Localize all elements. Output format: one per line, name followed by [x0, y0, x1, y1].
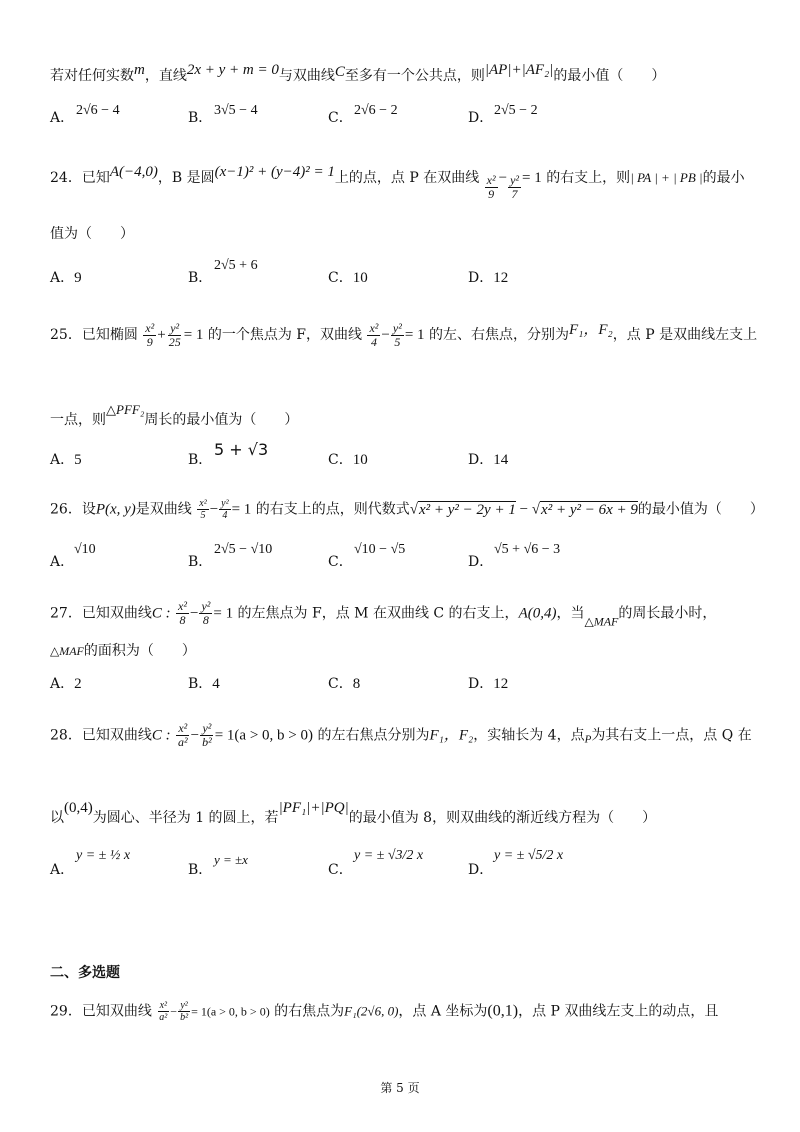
- q23-option-d-value: 2√5 − 2: [494, 103, 538, 118]
- q25-option-a[interactable]: A．5: [50, 452, 82, 468]
- q28-stem: 28．已知双曲线C : $\frac{\text{x²}}{\text{a²}}$ − $\frac{\text{y²}}{\text{b²}}$ = 1(a > 0, b > 0) 的左右焦点分别为F₁，F₂，实轴长为 4，点$_P$为其右支上一点，点 Q 在: [50, 721, 752, 749]
- q24-option-d[interactable]: D．12: [468, 270, 509, 286]
- q27-option-a[interactable]: A．2: [50, 676, 82, 692]
- q26-option-b[interactable]: B．: [188, 554, 213, 570]
- q26-option-d-value: √5 + √6 − 3: [494, 542, 561, 557]
- q28-option-d-value: y = ± √5/2 x: [494, 848, 564, 863]
- q26-option-c-value: √10 − √5: [354, 542, 406, 557]
- q24-option-c[interactable]: C．10: [328, 270, 368, 286]
- q28-option-c[interactable]: C．: [328, 862, 353, 878]
- page-number: 第 5 页: [380, 1081, 420, 1095]
- q27-option-c[interactable]: C．8: [328, 676, 361, 692]
- q26-option-b-value: 2√5 − √10: [214, 542, 273, 557]
- q23-option-c-value: 2√6 − 2: [354, 103, 398, 118]
- q24-option-b[interactable]: B．: [188, 270, 213, 286]
- q23-option-c[interactable]: C．: [328, 110, 353, 126]
- q27-stem: 27．已知双曲线C : $\frac{\text{x²}}{8}$ − $\frac{\text{y²}}{8}$ = 1 的左焦点为 F，点 M 在双曲线 C 的右支上，A(0,4)，当△MAF的周长最小时，: [50, 599, 717, 629]
- q26-option-d[interactable]: D．: [468, 554, 494, 570]
- q25-option-b[interactable]: B．: [188, 452, 213, 468]
- section-title: 二、多选题: [50, 965, 120, 981]
- q28-stem-cont: 以(0,4)为圆心、半径为 1 的圆上，若|PF₁|+|PQ|的最小值为 8，则双曲线的渐近线方程为（ ）: [50, 800, 657, 826]
- q26-option-a-value: √10: [74, 542, 96, 557]
- q28-option-d[interactable]: D．: [468, 862, 494, 878]
- q26-option-c[interactable]: C．: [328, 554, 353, 570]
- q23-expr: |AP|+|AF₂|: [484, 62, 554, 78]
- q24-stem: 24．已知A(−4,0)，B 是圆(x−1)² + (y−4)² = 1上的点，点 P 在双曲线 $\frac{\text{x²}}{9}$ − $\frac{\text{y²}}{7}$ = 1 的右支上，则| PA | + | PB |的最小: [50, 164, 745, 201]
- q23-stem: 若对任何实数m，直线2x + y + m = 0与双曲线C至多有一个公共点，则|AP|+|AF₂|的最小值（ ）: [50, 62, 666, 84]
- q28-option-b[interactable]: B．: [188, 862, 213, 878]
- q23-option-b[interactable]: B．: [188, 110, 213, 126]
- q27-option-b[interactable]: B．4: [188, 676, 220, 692]
- q27-stem-cont: △MAF的面积为（ ）: [50, 643, 196, 659]
- q26-option-a[interactable]: A．: [50, 554, 75, 570]
- q23-option-a-value: 2√6 − 4: [76, 103, 120, 118]
- q25-stem: 25．已知椭圆 $\frac{\text{x²}}{9}$ + $\frac{\text{y²}}{25}$ = 1 的一个焦点为 F，双曲线 $\frac{\text{x²}}{4}$ − $\frac{\text{y²}}{5}$ = 1 的左、右焦点，分别为F₁，F₂，点 P 是双曲线左支上: [50, 320, 758, 349]
- q28-option-b-value: y = ±x: [214, 852, 248, 867]
- q23-option-d[interactable]: D．: [468, 110, 494, 126]
- q28-option-a-value: y = ± ½ x: [76, 848, 131, 863]
- q25-stem-cont: 一点，则△PFF₂周长的最小值为（ ）: [50, 402, 299, 428]
- q23-option-b-value: 3√5 − 4: [214, 103, 258, 118]
- q25-option-d[interactable]: D．14: [468, 452, 509, 468]
- q24-option-b-value: 2√5 + 6: [214, 258, 258, 273]
- q28-option-c-value: y = ± √3/2 x: [354, 848, 424, 863]
- q25-option-c[interactable]: C．10: [328, 452, 368, 468]
- q23-option-a[interactable]: A．: [50, 110, 75, 126]
- q25-option-b-value: 5 + √3: [214, 440, 269, 459]
- q28-option-a[interactable]: A．: [50, 862, 75, 878]
- q24-stem-cont: 值为（ ）: [50, 226, 134, 242]
- q27-option-d[interactable]: D．12: [468, 676, 509, 692]
- q26-stem: 26．设P(x, y)是双曲线 $\frac{\text{x²}}{5}$ − $\frac{\text{y²}}{4}$ = 1 的右支上的点，则代数式√x² + y² − 2y + 1 − √x² + y² − 6x + 9的最小值为（ ）: [50, 498, 764, 521]
- q24-option-a[interactable]: A．9: [50, 270, 82, 286]
- q29-stem: 29．已知双曲线 $\frac{\text{x²}}{\text{a²}}$ − $\frac{\text{y²}}{\text{b²}}$ = 1(a > 0, b > 0) 的右焦点为F₁(2√6, 0)，点 A 坐标为(0,1)，点 P 双曲线左支上的动点，且: [50, 1000, 719, 1023]
